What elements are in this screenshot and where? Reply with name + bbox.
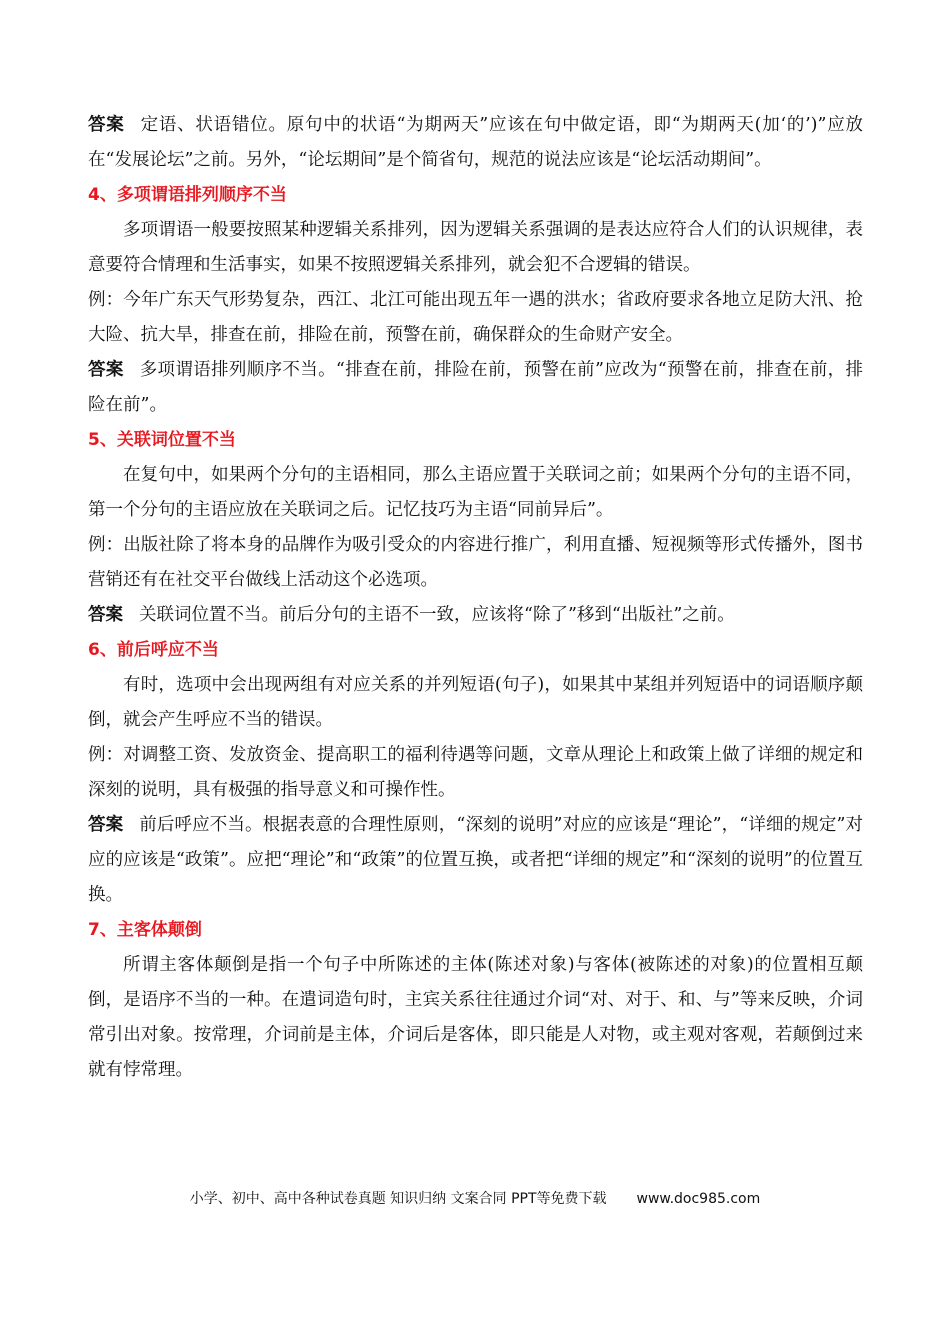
document-body [88, 108, 863, 1088]
answer-label: 答案 [88, 115, 125, 135]
answer-paragraph: 答案 多项谓语排列顺序不当。“排查在前，排险在前，预警在前”应改为“预警在前，排查在前，排险在前”。 [88, 360, 863, 415]
body-paragraph: 有时，选项中会出现两组有对应关系的并列短语(句子)，如果其中某组并列短语中的词语顺序颠倒，就会产生呼应不当的错误。 [88, 675, 863, 730]
answer-paragraph: 答案 关联词位置不当。前后分句的主语不一致，应该将“除了”移到“出版社”之前。 [88, 605, 735, 625]
answer-paragraph: 答案 定语、状语错位。原句中的状语“为期两天”应该在句中做定语，即“为期两天(加‘的’)”应放在“发展论坛”之前。另外，“论坛期间”是个简省句，规范的说法应该是“论坛活动期间”。 [88, 115, 863, 170]
answer-label: 答案 [88, 360, 124, 380]
example-paragraph: 例：对调整工资、发放资金、提高职工的福利待遇等问题，文章从理论上和政策上做了详细的规定和深刻的说明，具有极强的指导意义和可操作性。 [88, 745, 863, 800]
page-footer [0, 1188, 950, 1208]
section-heading-5: 5、关联词位置不当 [88, 430, 236, 450]
section-heading-4: 4、多项谓语排列顺序不当 [88, 185, 287, 205]
section-heading-7: 7、主客体颠倒 [88, 920, 202, 940]
answer-paragraph: 答案 前后呼应不当。根据表意的合理性原则，“深刻的说明”对应的应该是“理论”，“详细的规定”对应的应该是“政策”。应把“理论”和“政策”的位置互换，或者把“详细的规定”和“深刻的说明”的位置互换。 [88, 815, 864, 905]
example-paragraph: 例：出版社除了将本身的品牌作为吸引受众的内容进行推广，利用直播、短视频等形式传播外，图书营销还有在社交平台做线上活动这个必选项。 [88, 535, 863, 590]
example-paragraph: 例：今年广东天气形势复杂，西江、北江可能出现五年一遇的洪水；省政府要求各地立足防大汛、抢大险、抗大旱，排查在前，排险在前，预警在前，确保群众的生命财产安全。 [88, 290, 863, 345]
body-paragraph: 在复句中，如果两个分句的主语相同，那么主语应置于关联词之前；如果两个分句的主语不同，第一个分句的主语应放在关联词之后。记忆技巧为主语“同前异后”。 [88, 465, 863, 520]
section-heading-6: 6、前后呼应不当 [88, 640, 219, 660]
body-paragraph: 多项谓语一般要按照某种逻辑关系排列，因为逻辑关系强调的是表达应符合人们的认识规律，表意要符合情理和生活事实，如果不按照逻辑关系排列，就会犯不合逻辑的错误。 [88, 220, 863, 275]
footer-text: 小学、初中、高中各种试卷真题 知识归纳 文案合同 PPT等免费下载 [189, 1191, 607, 1207]
body-paragraph: 所谓主客体颠倒是指一个句子中所陈述的主体(陈述对象)与客体(被陈述的对象)的位置相互颠倒，是语序不当的一种。在遣词造句时，主宾关系往往通过介词“对、对于、和、与”等来反映，介词常引出对象。按常理，介词前是主体，介词后是客体，即只能是人对物，或主观对客观，若颠倒过来就有悖常理。 [88, 955, 863, 1080]
answer-label: 答案 [88, 605, 123, 625]
answer-label: 答案 [88, 815, 124, 835]
footer-url[interactable]: www.doc985.com [636, 1191, 761, 1207]
